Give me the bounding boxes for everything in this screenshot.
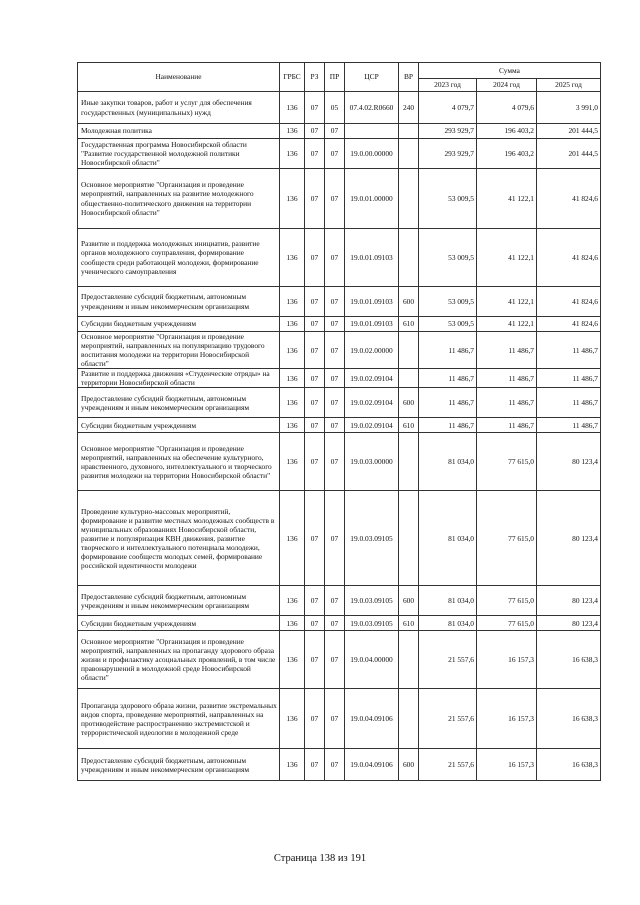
cell-pr: 07	[325, 491, 345, 586]
table-row	[78, 631, 601, 689]
cell-rz: 07	[305, 124, 325, 139]
cell-name: Предоставление субсидий бюджетным, автономным учреждениям и иным некоммерческим организациям	[78, 287, 280, 317]
cell-grbs: 136	[280, 749, 305, 781]
header-rz: РЗ	[305, 63, 325, 92]
cell-csr: 19.0.01.00000	[345, 169, 399, 229]
cell-name: Развитие и поддержка молодежных инициатив, развитие органов молодежного соуправления, формирование сообществ среди работающей молодежи, формирование ученического самоуправления	[78, 229, 280, 287]
cell-grbs: 136	[280, 491, 305, 586]
cell-pr: 07	[325, 689, 345, 749]
cell-pr: 07	[325, 433, 345, 491]
cell-vr: 600	[399, 287, 419, 317]
table-body	[78, 92, 601, 781]
cell-csr: 19.0.04.09106	[345, 689, 399, 749]
cell-y2024: 41 122,1	[477, 317, 537, 332]
cell-pr: 05	[325, 92, 345, 124]
cell-vr	[399, 369, 419, 388]
cell-name: Развитие и поддержка движения «Студенческие отряды» на территории Новосибирской области	[78, 369, 280, 388]
cell-csr: 19.0.03.00000	[345, 433, 399, 491]
cell-vr	[399, 631, 419, 689]
cell-rz: 07	[305, 317, 325, 332]
cell-grbs: 136	[280, 139, 305, 169]
cell-name: Основное мероприятие "Организация и проведение мероприятий, направленных на пропаганду здорового образа жизни и профилактику асоциальных проявлений, в том числе правонарушений в молодежной среде Новосибирской области"	[78, 631, 280, 689]
cell-y2024: 16 157,3	[477, 631, 537, 689]
cell-y2025: 16 638,3	[537, 749, 601, 781]
header-grbs: ГРБС	[280, 63, 305, 92]
cell-pr: 07	[325, 287, 345, 317]
cell-y2023: 293 929,7	[419, 139, 477, 169]
table-row	[78, 92, 601, 124]
cell-csr: 19.0.04.09106	[345, 749, 399, 781]
cell-y2023: 21 557,6	[419, 689, 477, 749]
budget-table	[77, 62, 601, 781]
cell-y2024: 11 486,7	[477, 388, 537, 418]
cell-grbs: 136	[280, 332, 305, 369]
cell-name: Предоставление субсидий бюджетным, автономным учреждениям и иным некоммерческим организациям	[78, 749, 280, 781]
header-csr: ЦСР	[345, 63, 399, 92]
header-pr: ПР	[325, 63, 345, 92]
cell-rz: 07	[305, 287, 325, 317]
table-row	[78, 124, 601, 139]
cell-y2025: 41 824,6	[537, 287, 601, 317]
cell-pr: 07	[325, 616, 345, 631]
cell-y2023: 4 079,7	[419, 92, 477, 124]
cell-vr: 600	[399, 749, 419, 781]
cell-vr: 600	[399, 586, 419, 616]
cell-pr: 07	[325, 229, 345, 287]
cell-y2023: 53 009,5	[419, 169, 477, 229]
table-row	[78, 332, 601, 369]
cell-vr	[399, 491, 419, 586]
cell-y2025: 16 638,3	[537, 631, 601, 689]
cell-grbs: 136	[280, 287, 305, 317]
table-row	[78, 317, 601, 332]
cell-grbs: 136	[280, 317, 305, 332]
cell-y2024: 16 157,3	[477, 749, 537, 781]
table-row	[78, 139, 601, 169]
cell-name: Основное мероприятие "Организация и проведение мероприятий, направленных на обеспечение культурного, нравственного, духовного, интеллектуального и творческого развития молодежи на территории Новосибирской области"	[78, 433, 280, 491]
cell-csr	[345, 124, 399, 139]
cell-pr: 07	[325, 332, 345, 369]
cell-pr: 07	[325, 317, 345, 332]
header-year-2025: 2025 год	[537, 79, 601, 92]
header-year-2024: 2024 год	[477, 79, 537, 92]
cell-y2025: 41 824,6	[537, 229, 601, 287]
cell-rz: 07	[305, 616, 325, 631]
cell-csr: 19.0.04.00000	[345, 631, 399, 689]
cell-grbs: 136	[280, 92, 305, 124]
cell-vr	[399, 124, 419, 139]
cell-y2024: 11 486,7	[477, 369, 537, 388]
cell-name: Предоставление субсидий бюджетным, автономным учреждениям и иным некоммерческим организациям	[78, 586, 280, 616]
cell-grbs: 136	[280, 433, 305, 491]
cell-name: Проведение культурно-массовых мероприятий, формирование и развитие местных молодежных сообществ в муниципальных образованиях Новосибирской области, развитие и популяризация КВН движения, развитие творческого и интеллектуального потенциала молодежи, формирование сообществ молодых семей, формирование российской идентичности молодежи	[78, 491, 280, 586]
cell-pr: 07	[325, 418, 345, 433]
table-row	[78, 586, 601, 616]
cell-y2023: 81 034,0	[419, 586, 477, 616]
cell-y2024: 11 486,7	[477, 332, 537, 369]
header-year-2023: 2023 год	[419, 79, 477, 92]
cell-grbs: 136	[280, 169, 305, 229]
cell-csr: 19.0.01.09103	[345, 287, 399, 317]
cell-vr	[399, 332, 419, 369]
cell-name: Государственная программа Новосибирской области "Развитие государственной молодежной политики Новосибирской области"	[78, 139, 280, 169]
table-row	[78, 616, 601, 631]
cell-pr: 07	[325, 169, 345, 229]
table-row	[78, 689, 601, 749]
cell-pr: 07	[325, 139, 345, 169]
cell-rz: 07	[305, 332, 325, 369]
cell-y2025: 11 486,7	[537, 388, 601, 418]
table-row	[78, 749, 601, 781]
cell-vr: 610	[399, 317, 419, 332]
cell-name: Субсидии бюджетным учреждениям	[78, 616, 280, 631]
table-row	[78, 388, 601, 418]
cell-y2023: 53 009,5	[419, 229, 477, 287]
header-vr: ВР	[399, 63, 419, 92]
cell-y2024: 11 486,7	[477, 418, 537, 433]
cell-rz: 07	[305, 689, 325, 749]
cell-rz: 07	[305, 631, 325, 689]
cell-pr: 07	[325, 369, 345, 388]
cell-name: Иные закупки товаров, работ и услуг для обеспечения государственных (муниципальных) нужд	[78, 92, 280, 124]
cell-rz: 07	[305, 169, 325, 229]
cell-rz: 07	[305, 433, 325, 491]
cell-name: Предоставление субсидий бюджетным, автономным учреждениям и иным некоммерческим организациям	[78, 388, 280, 418]
cell-y2023: 53 009,5	[419, 287, 477, 317]
cell-y2025: 11 486,7	[537, 369, 601, 388]
cell-grbs: 136	[280, 418, 305, 433]
cell-grbs: 136	[280, 124, 305, 139]
cell-name: Основное мероприятие "Организация и проведение мероприятий, направленных на развитие молодежного общественно-политического движения на территории Новосибирской области"	[78, 169, 280, 229]
cell-y2023: 21 557,6	[419, 631, 477, 689]
cell-rz: 07	[305, 369, 325, 388]
cell-y2025: 41 824,6	[537, 317, 601, 332]
cell-y2023: 11 486,7	[419, 369, 477, 388]
cell-y2024: 196 403,2	[477, 124, 537, 139]
table-row	[78, 491, 601, 586]
cell-rz: 07	[305, 418, 325, 433]
cell-vr	[399, 433, 419, 491]
cell-y2025: 80 123,4	[537, 491, 601, 586]
table-row	[78, 169, 601, 229]
cell-grbs: 136	[280, 369, 305, 388]
cell-grbs: 136	[280, 586, 305, 616]
cell-y2023: 11 486,7	[419, 332, 477, 369]
cell-y2024: 77 615,0	[477, 433, 537, 491]
cell-y2024: 41 122,1	[477, 169, 537, 229]
cell-y2024: 77 615,0	[477, 586, 537, 616]
cell-y2024: 77 615,0	[477, 491, 537, 586]
cell-csr: 19.0.02.09104	[345, 369, 399, 388]
cell-pr: 07	[325, 124, 345, 139]
cell-vr: 600	[399, 388, 419, 418]
cell-y2025: 3 991,0	[537, 92, 601, 124]
table-row	[78, 287, 601, 317]
cell-pr: 07	[325, 586, 345, 616]
cell-rz: 07	[305, 586, 325, 616]
cell-y2025: 201 444,5	[537, 124, 601, 139]
cell-rz: 07	[305, 749, 325, 781]
cell-y2023: 21 557,6	[419, 749, 477, 781]
cell-grbs: 136	[280, 229, 305, 287]
cell-y2024: 196 403,2	[477, 139, 537, 169]
cell-pr: 07	[325, 631, 345, 689]
cell-pr: 07	[325, 388, 345, 418]
table-row	[78, 369, 601, 388]
cell-rz: 07	[305, 491, 325, 586]
cell-y2024: 41 122,1	[477, 287, 537, 317]
cell-name: Субсидии бюджетным учреждениям	[78, 317, 280, 332]
cell-y2023: 53 009,5	[419, 317, 477, 332]
cell-name: Основное мероприятие "Организация и проведение мероприятий, направленных на популяризацию трудового воспитания молодежи на территории Новосибирской области"	[78, 332, 280, 369]
cell-y2023: 81 034,0	[419, 433, 477, 491]
cell-y2025: 80 123,4	[537, 586, 601, 616]
cell-csr: 19.0.01.09103	[345, 229, 399, 287]
cell-pr: 07	[325, 749, 345, 781]
cell-y2023: 293 929,7	[419, 124, 477, 139]
cell-vr: 610	[399, 418, 419, 433]
cell-csr: 19.0.03.09105	[345, 586, 399, 616]
page-footer: Страница 138 из 191	[273, 853, 367, 864]
cell-name: Пропаганда здорового образа жизни, развитие экстремальных видов спорта, проведение мероприятий, направленных на противодействие распространению экстремистской и террористической идеологии в молодежной среде	[78, 689, 280, 749]
cell-y2024: 4 079,6	[477, 92, 537, 124]
cell-y2025: 80 123,4	[537, 433, 601, 491]
cell-y2024: 77 615,0	[477, 616, 537, 631]
cell-vr	[399, 139, 419, 169]
table-row	[78, 229, 601, 287]
cell-vr	[399, 689, 419, 749]
cell-vr: 610	[399, 616, 419, 631]
header-name: Наименование	[78, 63, 280, 92]
cell-csr: 19.0.00.00000	[345, 139, 399, 169]
cell-vr	[399, 169, 419, 229]
cell-csr: 19.0.01.09103	[345, 317, 399, 332]
cell-csr: 19.0.02.09104	[345, 388, 399, 418]
table-row	[78, 433, 601, 491]
cell-y2024: 16 157,3	[477, 689, 537, 749]
cell-csr: 07.4.02.R0660	[345, 92, 399, 124]
cell-y2025: 11 486,7	[537, 418, 601, 433]
cell-y2025: 11 486,7	[537, 332, 601, 369]
cell-name: Субсидии бюджетным учреждениям	[78, 418, 280, 433]
cell-y2024: 41 122,1	[477, 229, 537, 287]
cell-y2023: 11 486,7	[419, 388, 477, 418]
cell-grbs: 136	[280, 631, 305, 689]
header-sum: Сумма	[419, 63, 601, 79]
cell-y2025: 16 638,3	[537, 689, 601, 749]
cell-csr: 19.0.02.00000	[345, 332, 399, 369]
cell-rz: 07	[305, 388, 325, 418]
cell-y2023: 81 034,0	[419, 616, 477, 631]
cell-grbs: 136	[280, 388, 305, 418]
cell-y2023: 81 034,0	[419, 491, 477, 586]
cell-rz: 07	[305, 92, 325, 124]
cell-grbs: 136	[280, 616, 305, 631]
cell-rz: 07	[305, 229, 325, 287]
cell-csr: 19.0.03.09105	[345, 616, 399, 631]
cell-y2025: 201 444,5	[537, 139, 601, 169]
cell-vr: 240	[399, 92, 419, 124]
cell-vr	[399, 229, 419, 287]
table-row	[78, 418, 601, 433]
cell-csr: 19.0.02.09104	[345, 418, 399, 433]
cell-y2025: 41 824,6	[537, 169, 601, 229]
cell-csr: 19.0.03.09105	[345, 491, 399, 586]
cell-y2023: 11 486,7	[419, 418, 477, 433]
cell-grbs: 136	[280, 689, 305, 749]
cell-y2025: 80 123,4	[537, 616, 601, 631]
cell-rz: 07	[305, 139, 325, 169]
cell-name: Молодежная политика	[78, 124, 280, 139]
